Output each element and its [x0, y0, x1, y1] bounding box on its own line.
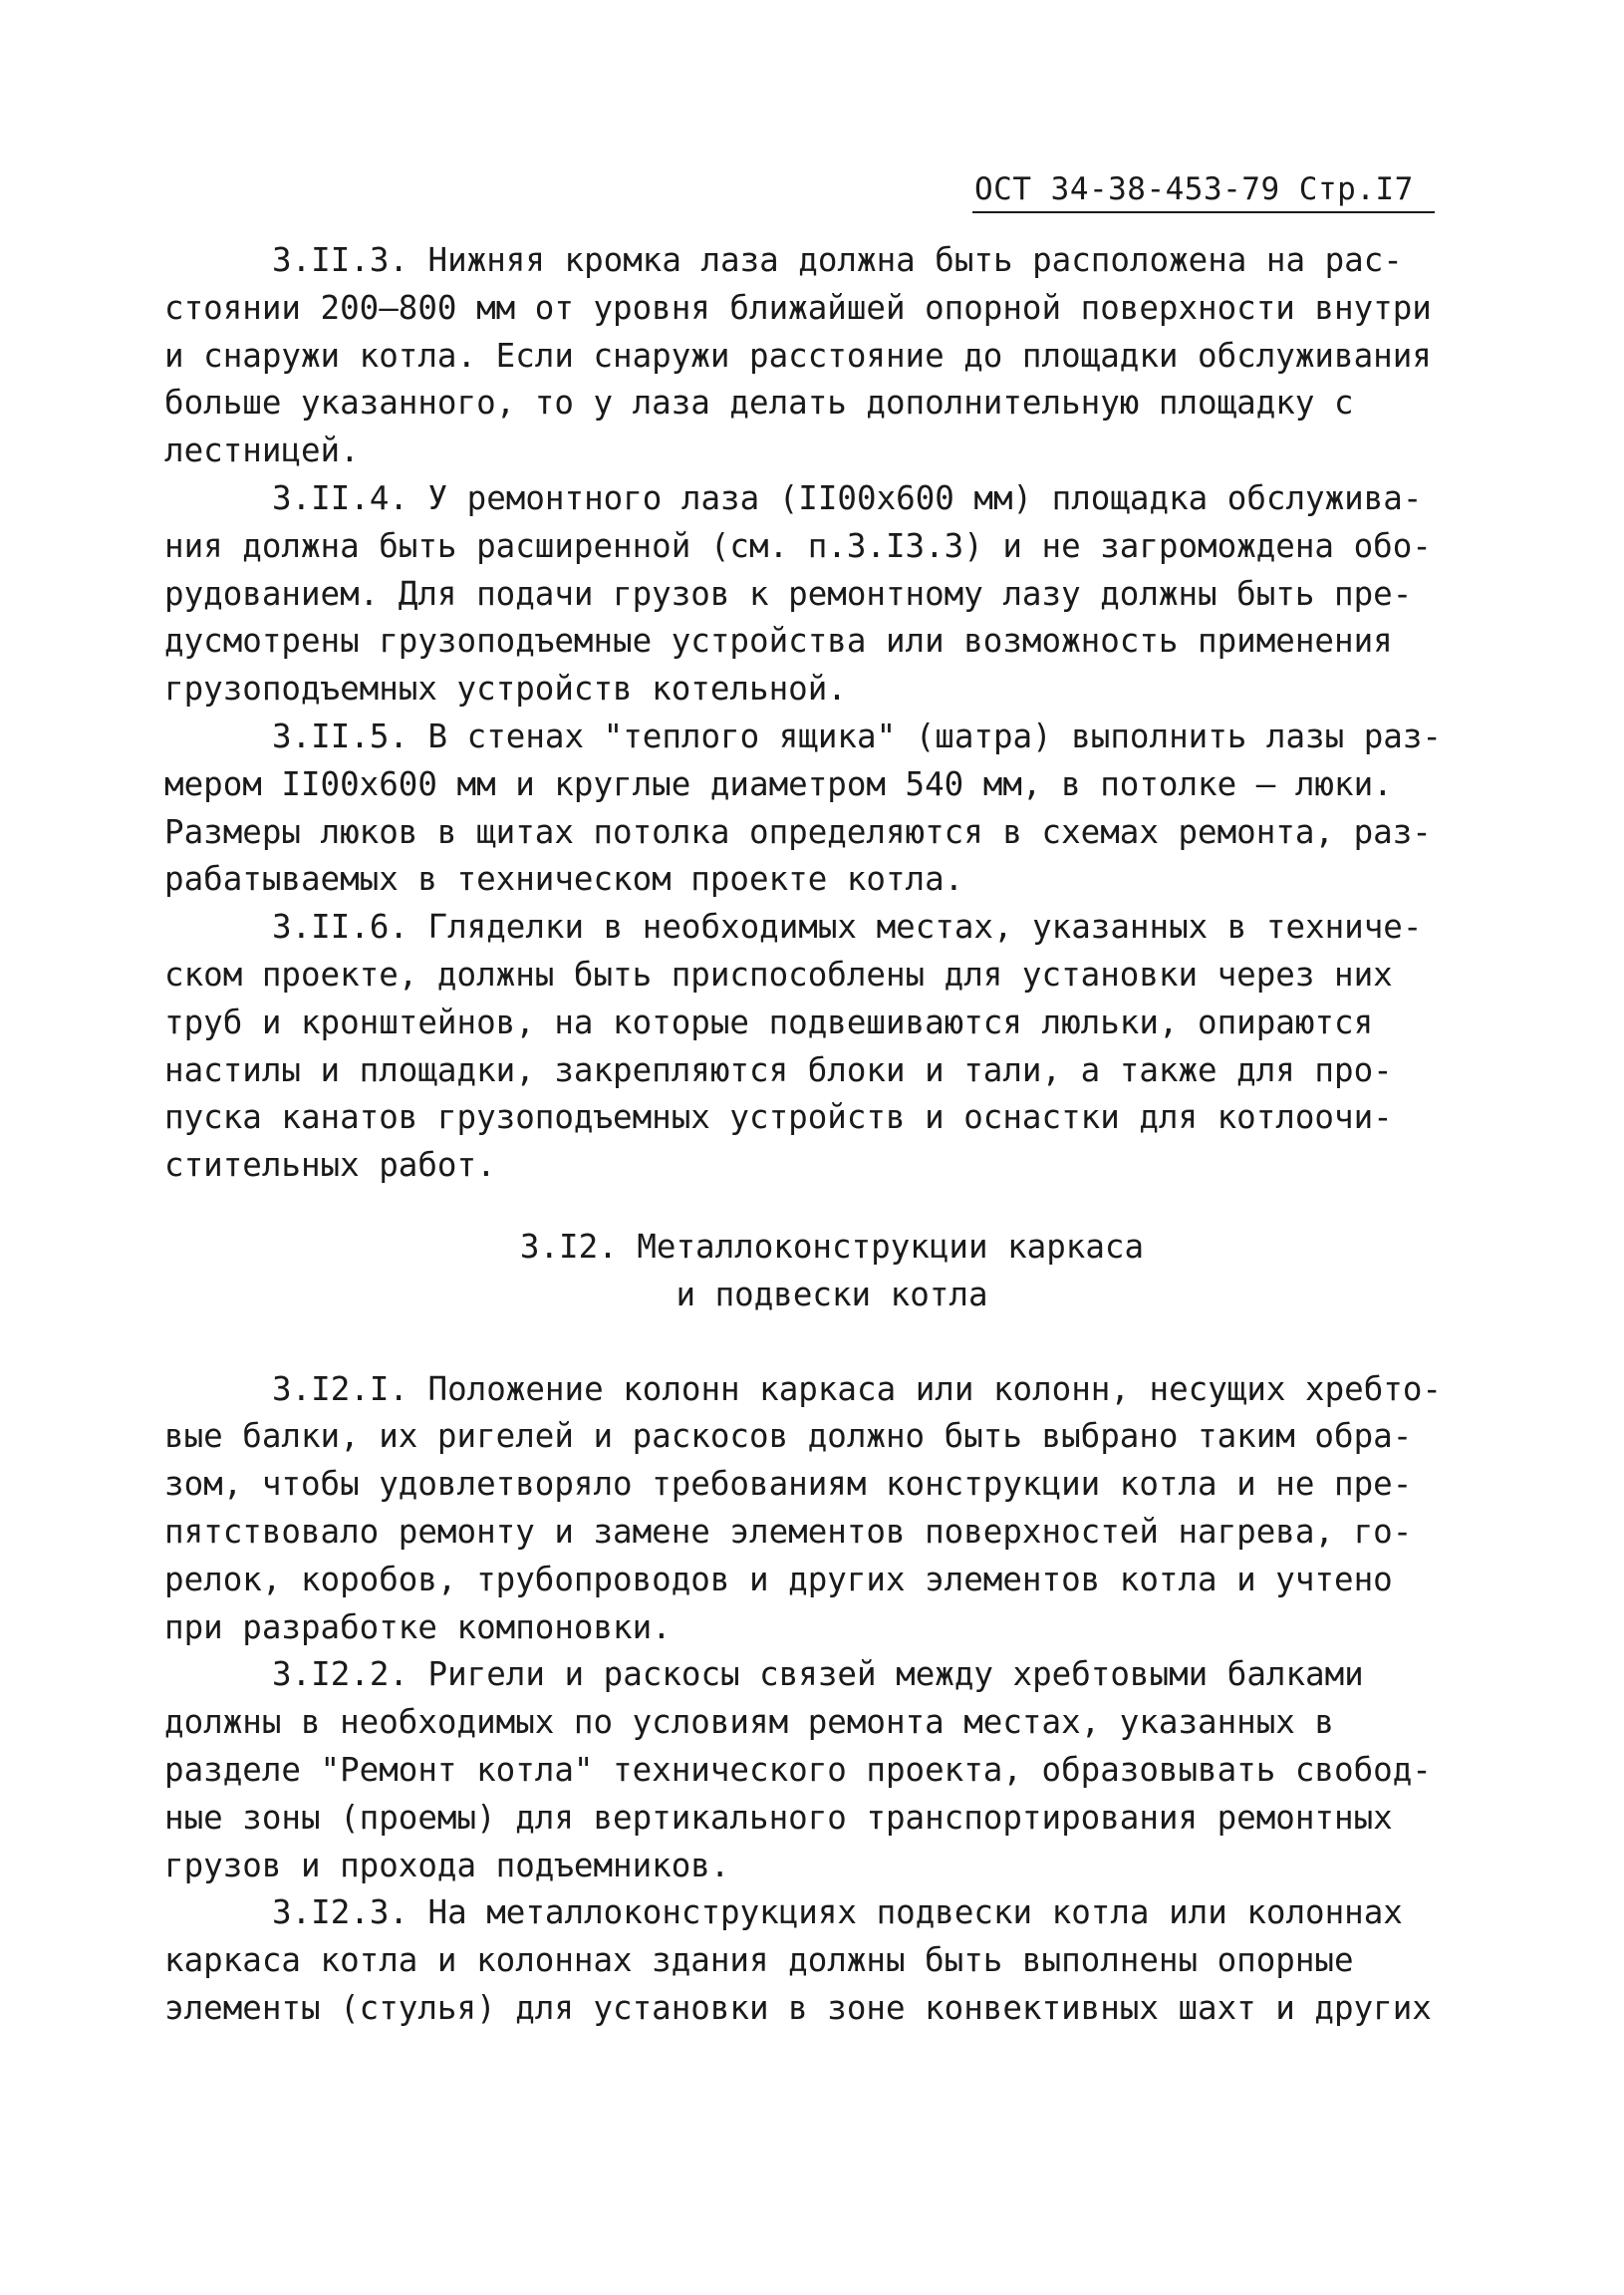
- text-line: ния должна быть расширенной (см. п.3.I3.3) и не загромождена обо-: [164, 526, 1432, 565]
- spacer: [164, 1190, 1480, 1224]
- text-line: 3.I2.3. На металлоконструкциях подвески котла или колоннах: [272, 1893, 1403, 1932]
- text-line: рудованием. Для подачи грузов к ремонтному лазу должны быть пре-: [164, 574, 1413, 613]
- paragraph-3-11-4: [164, 475, 1480, 714]
- text-line: труб и кронштейнов, на которые подвешиваются люльки, опираются: [164, 1003, 1374, 1041]
- paragraph-3-12-2: [164, 1651, 1480, 1889]
- text-line: Размеры люков в щитах потолка определяются в схемах ремонта, раз-: [164, 812, 1432, 851]
- text-line: дусмотрены грузоподъемные устройства или возможность применения: [164, 622, 1393, 661]
- text-line: элементы (стулья) для установки в зоне конвективных шахт и других: [164, 1988, 1432, 2027]
- text-line: вые балки, их ригелей и раскосов должно быть выбрано таким обра-: [164, 1417, 1413, 1456]
- text-line: пятствовало ремонту и замене элементов поверхностей нагрева, го-: [164, 1512, 1413, 1551]
- paragraph-3-12-3: [164, 1889, 1480, 2032]
- paragraph-3-11-6: [164, 904, 1480, 1190]
- text-line: пуска канатов грузоподъемных устройств и оснастки для котлоочи-: [164, 1098, 1393, 1137]
- text-line: разделе "Ремонт котла" технического проекта, образовывать свобод-: [164, 1750, 1432, 1789]
- section-heading-line: и подвески котла: [676, 1275, 988, 1313]
- text-line: стительных работ.: [164, 1146, 496, 1185]
- paragraph-3-11-3: [164, 237, 1480, 475]
- text-line: ные зоны (проемы) для вертикального транспортирования ремонтных: [164, 1798, 1393, 1837]
- text-line: мером II00х600 мм и круглые диаметром 540 мм, в потолке – люки.: [164, 764, 1393, 803]
- section-heading-line: 3.I2. Металлоконструкции каркаса: [519, 1227, 1145, 1266]
- text-line: 3.II.4. У ремонтного лаза (II00х600 мм) площадка обслужива-: [272, 478, 1423, 517]
- text-line: и снаружи котла. Если снаружи расстояние до площадки обслуживания: [164, 336, 1432, 375]
- header-underline: [972, 211, 1435, 213]
- section-heading-3-12: [164, 1224, 1480, 1319]
- document-body: [164, 237, 1480, 2033]
- paragraph-3-12-1: [164, 1366, 1480, 1652]
- text-line: каркаса котла и колоннах здания должны быть выполнены опорные: [164, 1941, 1354, 1980]
- text-line: при разработке компоновки.: [164, 1607, 672, 1646]
- paragraph-3-11-5: [164, 714, 1480, 904]
- text-line: 3.II.6. Гляделки в необходимых местах, указанных в техниче-: [272, 908, 1423, 947]
- text-line: ском проекте, должны быть приспособлены для установки через них: [164, 955, 1393, 994]
- text-line: настилы и площадки, закрепляются блоки и тали, а также для про-: [164, 1050, 1393, 1089]
- text-line: грузов и прохода подъемников.: [164, 1846, 730, 1884]
- text-line: 3.I2.I. Положение колонн каркаса или колонн, несущих хребто-: [272, 1369, 1442, 1408]
- text-line: больше указанного, то у лаза делать дополнительную площадку с: [164, 384, 1354, 423]
- text-line: релок, коробов, трубопроводов и других элементов котла и учтено: [164, 1560, 1393, 1598]
- text-line: рабатываемых в техническом проекте котла.: [164, 860, 964, 899]
- text-line: 3.II.3. Нижняя кромка лаза должна быть расположена на рас-: [272, 241, 1403, 279]
- text-line: лестницей.: [164, 431, 360, 470]
- text-line: грузоподъемных устройств котельной.: [164, 670, 847, 709]
- text-line: должны в необходимых по условиям ремонта местах, указанных в: [164, 1703, 1334, 1742]
- text-line: 3.I2.2. Ригели и раскосы связей между хребтовыми балками: [272, 1655, 1364, 1694]
- text-line: 3.II.5. В стенах "теплого ящика" (шатра) выполнить лазы раз-: [272, 717, 1442, 755]
- text-line: стоянии 200–800 мм от уровня ближайшей опорной поверхности внутри: [164, 288, 1432, 327]
- text-line: зом, чтобы удовлетворяло требованиям конструкции котла и не пре-: [164, 1465, 1413, 1504]
- document-reference-header: ОСТ 34-38-453-79 Стр.I7: [974, 171, 1414, 207]
- spacer: [164, 1319, 1480, 1366]
